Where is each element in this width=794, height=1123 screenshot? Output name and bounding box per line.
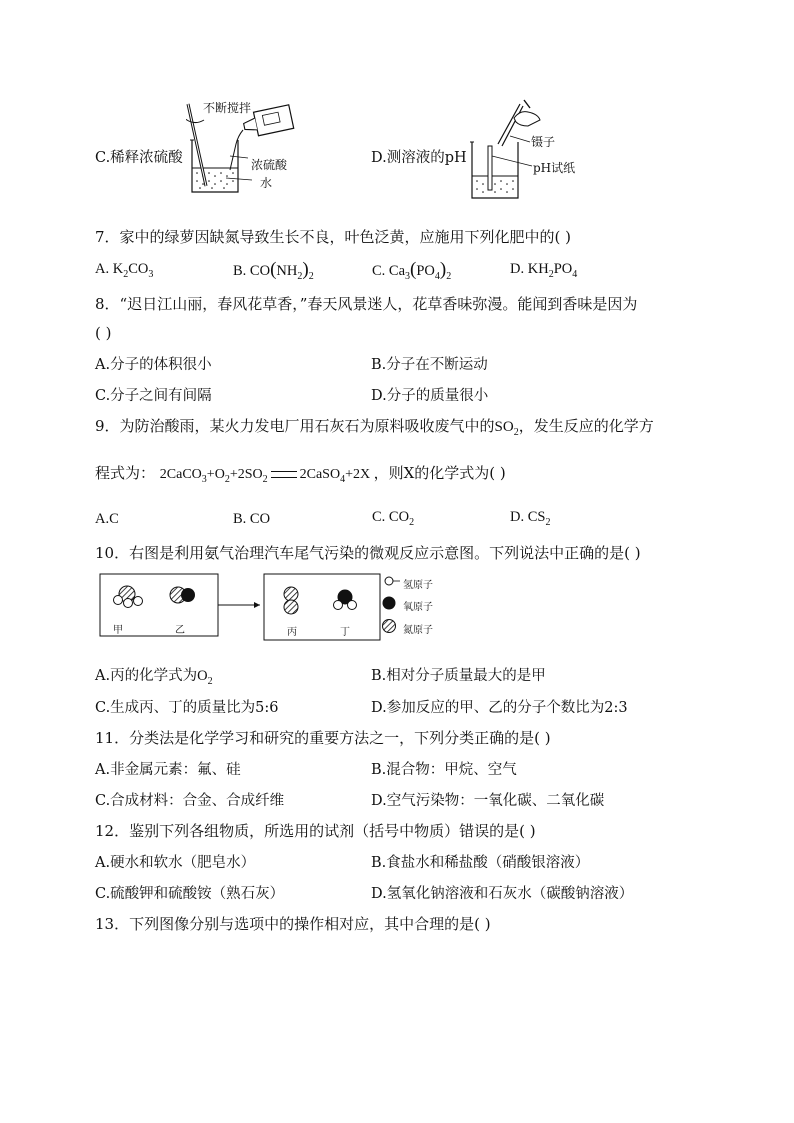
legend-oxygen: 氧原子 (403, 602, 433, 613)
nitric-oxide-molecule (170, 587, 195, 603)
q12-stem: 12．鉴别下列各组物质，所选用的试剂（括号中物质）错误的是( ) (95, 822, 536, 840)
q9-option-d: D. $CS_2$ (510, 509, 551, 528)
chemical-equation: $2CaCO_3+O_2+2SO_2$ 2CaSO$_4$+2X (159, 467, 371, 485)
legend-hydrogen: 氢原子 (403, 580, 433, 591)
q6-option-d-label: D.测溶液的pH (371, 150, 467, 166)
legend-o-symbol (383, 597, 396, 610)
q12-option-a: A.硬水和软水（肥皂水） (95, 855, 256, 871)
legend-n-symbol (383, 620, 396, 633)
reaction-diagram (98, 570, 448, 642)
q7-stem: 7．家中的绿萝因缺氮导致生长不良，叶色泛黄，应施用下列化肥中的( ) (95, 228, 572, 246)
q9-stem-line1: 9．为防治酸雨，某火力发电厂用石灰石为原料吸收废气中的$SO_2$，发生反应的化学方 (95, 417, 654, 438)
tweezers-label: 镊子 (531, 135, 556, 149)
ph-paper-label: pH试纸 (533, 161, 576, 175)
ph-paper (488, 146, 492, 190)
products-box (264, 574, 380, 640)
q12-option-d: D.氢氧化钠溶液和石灰水（碳酸钠溶液） (371, 886, 634, 902)
label-jia: 甲 (113, 625, 123, 636)
legend (383, 577, 401, 633)
label-yi: 乙 (175, 625, 185, 636)
q10-option-c: C.生成丙、丁的质量比为5:6 (95, 700, 279, 716)
q13-stem: 13．下列图像分别与选项中的操作相对应，其中合理的是( ) (95, 915, 491, 933)
acid-stream (230, 130, 243, 170)
q11-option-b: B.混合物：甲烷、空气 (371, 762, 517, 778)
q8-option-a: A.分子的体积很小 (95, 357, 212, 373)
q10-option-b: B.相对分子质量最大的是甲 (371, 668, 546, 684)
hand (514, 112, 540, 126)
q8-option-b: B.分子在不断运动 (371, 357, 488, 373)
q7-option-d: D. $KH_2PO_4$ (510, 261, 578, 280)
water-label: 水 (260, 176, 273, 190)
q9-option-b: B. CO (233, 511, 271, 527)
q11-option-a: A.非金属元素：氟、硅 (95, 762, 241, 778)
q8-option-d: D.分子的质量很小 (371, 388, 489, 404)
legend-nitrogen: 氮原子 (403, 625, 433, 636)
acid-label: 浓硫酸 (251, 158, 288, 172)
q6-option-c-label: C.稀释浓硫酸 (95, 150, 183, 166)
q8-stem-line2: ( ) (95, 324, 112, 342)
label-ding: 丁 (340, 627, 350, 638)
q11-option-d: D.空气污染物：一氧化碳、二氧化碳 (371, 793, 605, 809)
q9-option-c: C. $CO_2$ (372, 509, 415, 528)
q7-option-a: A. $K_2CO_3$ (95, 261, 154, 280)
q11-stem: 11．分类法是化学学习和研究的重要方法之一，下列分类正确的是( ) (95, 729, 551, 747)
q7-option-b: B. $CO(NH_2)_2$ (233, 259, 314, 282)
q7-option-c: C. $Ca_3(PO_4)_2$ (372, 259, 452, 282)
q8-stem-line1: 8．“迟日江山丽，春风花草香，”春天风景迷人，花草香味弥漫。能闻到香味是因为 (95, 295, 638, 313)
q10-stem: 10．右图是利用氨气治理汽车尾气污染的微观反应示意图。下列说法中正确的是( ) (95, 544, 641, 562)
beaker-outline (472, 142, 518, 198)
q9-stem-line2: 程式为： $2CaCO_3+O_2+2SO_2$ 2CaSO$_4$+2X ，则X的化学式为( ) (95, 464, 506, 485)
q9-option-a: A.C (95, 511, 119, 527)
q12-option-b: B.食盐水和稀盐酸（硝酸银溶液） (371, 855, 590, 871)
q8-option-c: C.分子之间有间隔 (95, 388, 212, 404)
label-bing: 丙 (287, 627, 297, 638)
q11-option-c: C.合成材料：合金、合成纤维 (95, 793, 285, 809)
q10-option-d: D.参加反应的甲、乙的分子个数比为2:3 (371, 700, 628, 716)
q12-option-c: C.硫酸钾和硫酸铵（熟石灰） (95, 886, 285, 902)
stir-arrow (186, 118, 204, 123)
legend-h-symbol (385, 577, 393, 585)
stir-label: 不断搅拌 (203, 101, 252, 115)
equals-sign (271, 471, 297, 478)
q10-option-a: A.丙的化学式为$O_2$ (95, 668, 213, 687)
